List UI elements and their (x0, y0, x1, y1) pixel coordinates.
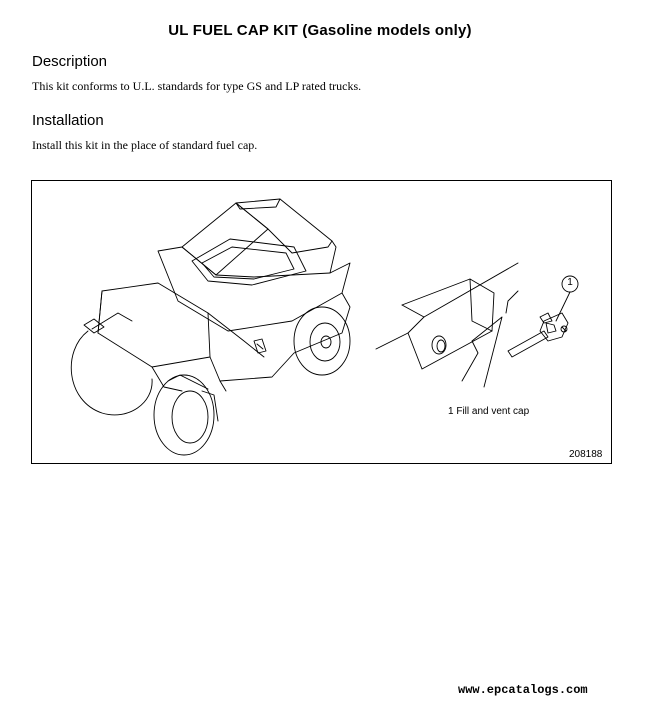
forklift-roof (158, 199, 350, 331)
forklift-body (98, 283, 350, 391)
figure-frame (31, 180, 612, 464)
page-title: UL FUEL CAP KIT (Gasoline models only) (168, 22, 472, 39)
fill-vent-cap-part (508, 313, 568, 357)
installation-heading: Installation (32, 112, 104, 129)
description-text: This kit conforms to U.L. standards for type GS and LP rated trucks. (32, 79, 362, 93)
left-wheel (71, 313, 152, 415)
callout-label: 1 Fill and vent cap (448, 406, 530, 417)
forklift-illustration (32, 181, 611, 463)
installation-text: Install this kit in the place of standard fuel cap. (32, 138, 258, 152)
figure-number: 208188 (569, 449, 603, 460)
fuel-tank-detail (376, 263, 518, 387)
watermark-url[interactable]: www.epcatalogs.com (458, 683, 588, 697)
description-heading: Description (32, 53, 108, 70)
callout-number: 1 (567, 277, 573, 288)
